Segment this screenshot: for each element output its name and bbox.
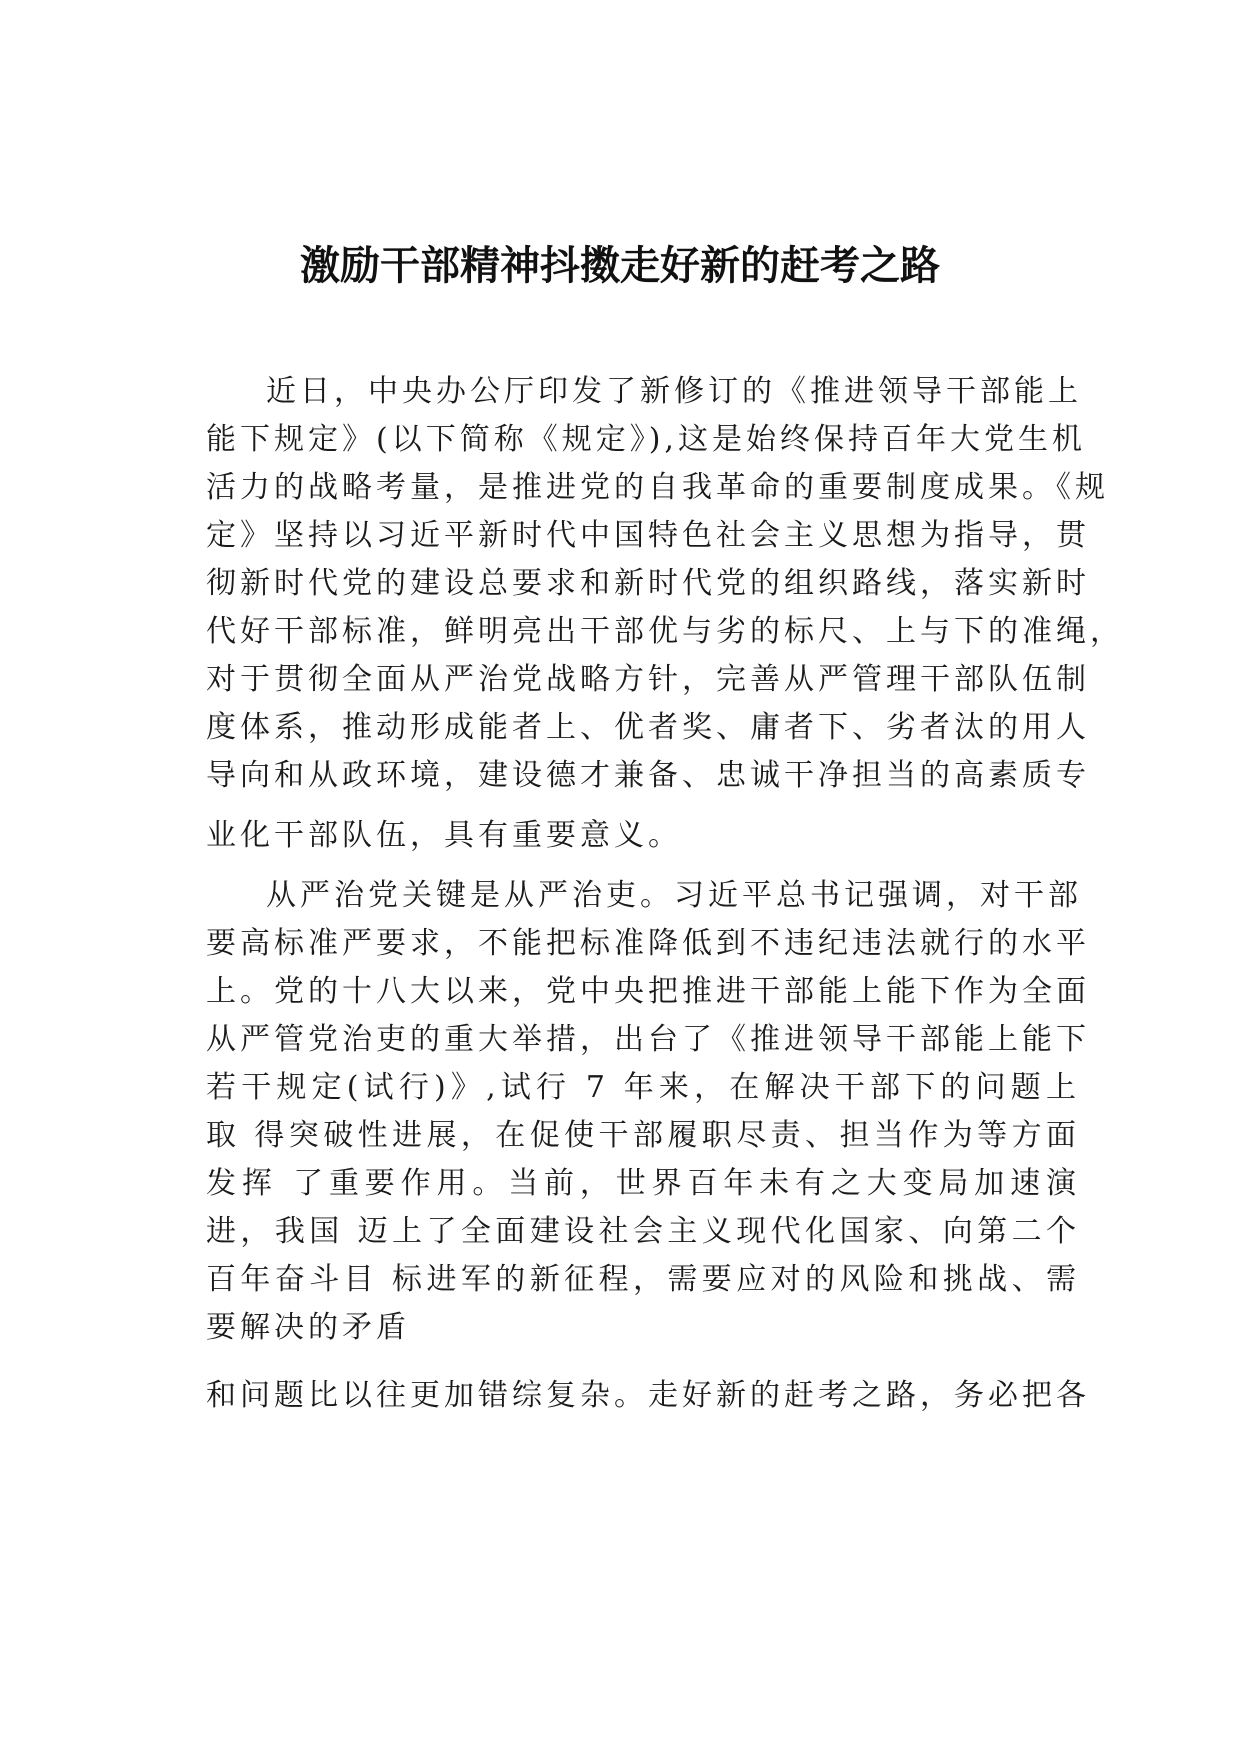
paragraph-line: 定》坚持以习近平新时代中国特色社会主义思想为指导，贯 xyxy=(206,518,1090,553)
paragraph-line: 上。党的十八大以来，党中央把推进干部能上能下作为全面 xyxy=(206,974,1090,1009)
paragraph-line: 发挥 了重要作用。当前，世界百年未有之大变局加速演 xyxy=(206,1166,1080,1201)
paragraph-line: 能下规定》(以下简称《规定》),这是始终保持百年大党生机 xyxy=(206,422,1086,457)
paragraph-line: 进，我国 迈上了全面建设社会主义现代化国家、向第二个 xyxy=(206,1214,1080,1249)
paragraph-line: 活力的战略考量，是推进党的自我革命的重要制度成果。《规 xyxy=(206,470,1109,505)
paragraph-line: 从严管党治吏的重大举措，出台了《推进领导干部能上能下 xyxy=(206,1022,1090,1057)
paragraph-line: 代好干部标准，鲜明亮出干部优与劣的标尺、上与下的准绳， xyxy=(206,614,1124,649)
paragraph-line: 百年奋斗目 标进军的新征程，需要应对的风险和挑战、需 xyxy=(206,1262,1080,1297)
paragraph-line: 业化干部队伍，具有重要意义。 xyxy=(206,818,682,853)
paragraph-line: 若干规定(试行)》,试行 7 年来，在解决干部下的问题上 xyxy=(206,1070,1080,1105)
paragraph-line: 要解决的矛盾 xyxy=(206,1310,410,1345)
paragraph-line: 从严治党关键是从严治吏。习近平总书记强调，对干部 xyxy=(266,878,1082,913)
paragraph-line: 取 得突破性进展，在促使干部履职尽责、担当作为等方面 xyxy=(206,1118,1080,1153)
paragraph-line: 和问题比以往更加错综复杂。走好新的赶考之路，务必把各 xyxy=(206,1378,1090,1413)
paragraph-line: 彻新时代党的建设总要求和新时代党的组织路线，落实新时 xyxy=(206,566,1090,601)
paragraph-line: 导向和从政环境，建设德才兼备、忠诚干净担当的高素质专 xyxy=(206,758,1090,793)
paragraph-line: 对于贯彻全面从严治党战略方针，完善从严管理干部队伍制 xyxy=(206,662,1090,697)
document-title: 激励干部精神抖擞走好新的赶考之路 xyxy=(300,243,940,289)
paragraph-line: 度体系，推动形成能者上、优者奖、庸者下、劣者汰的用人 xyxy=(206,710,1090,745)
paragraph-line: 要高标准严要求，不能把标准降低到不违纪违法就行的水平 xyxy=(206,926,1090,961)
paragraph-line: 近日，中央办公厅印发了新修订的《推进领导干部能上 xyxy=(266,374,1082,409)
